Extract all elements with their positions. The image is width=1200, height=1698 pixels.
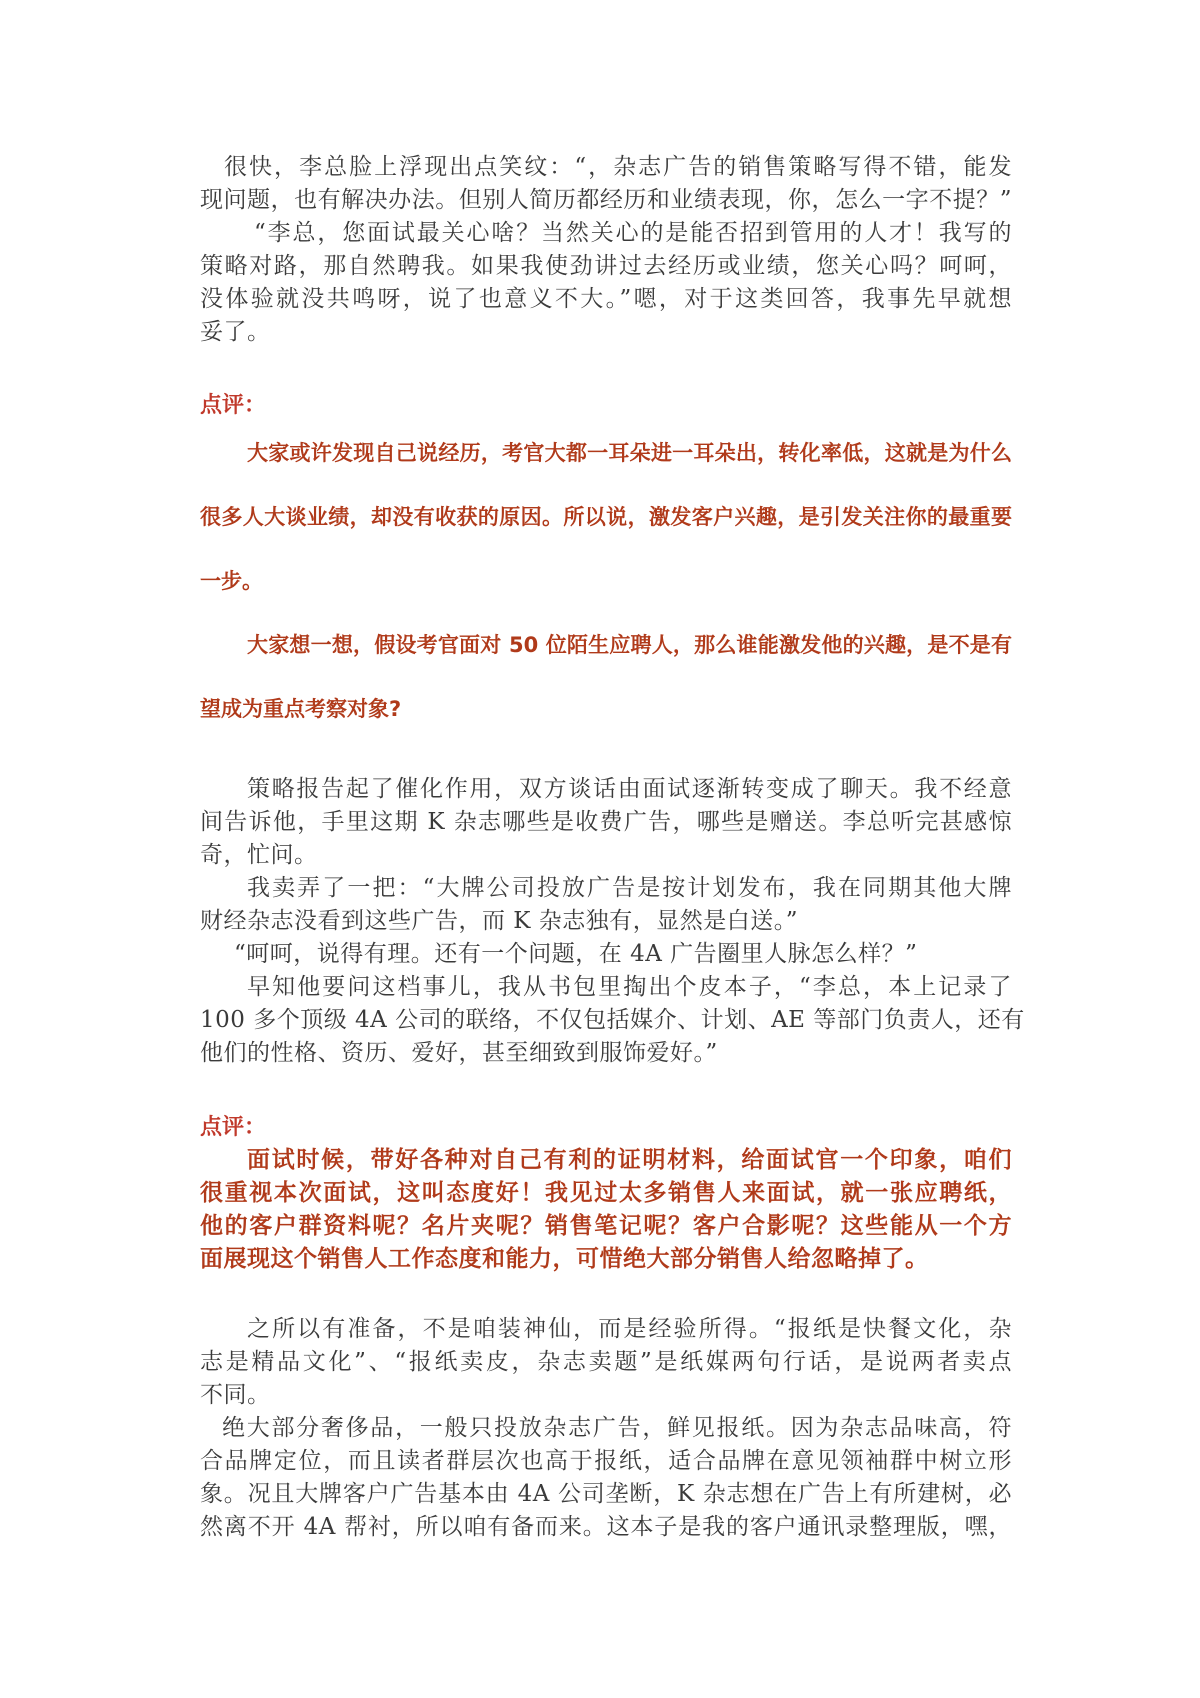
text-line: 他们的性格、资历、爱好，甚至细致到服饰爱好。”	[200, 1040, 718, 1066]
text-line: 绝大部分奢侈品，一般只投放杂志广告，鲜见报纸。因为杂志品味高，符	[222, 1415, 1012, 1441]
comment-line: 望成为重点考察对象?	[200, 697, 402, 721]
text-line: 财经杂志没看到这些广告，而 K 杂志独有，显然是白送。”	[200, 908, 799, 934]
comment-label: 点评：	[200, 393, 267, 418]
text-line: 策略报告起了催化作用，双方谈话由面试逐渐转变成了聊天。我不经意	[247, 776, 1012, 802]
text-line: 没体验就没共鸣呀，说了也意义不大。”嗯，对于这类回答，我事先早就想	[200, 286, 1012, 312]
comment-label: 点评：	[200, 1115, 267, 1140]
comment-line: 很多人大谈业绩，却没有收获的原因。所以说，激发客户兴趣，是引发关注你的最重要	[200, 505, 1012, 529]
comment-line: 大家或许发现自己说经历，考官大都一耳朵进一耳朵出，转化率低，这就是为什么	[247, 441, 1012, 465]
text-line: 不同。	[200, 1382, 271, 1408]
text-line: 然离不开 4A 帮衬，所以咱有备而来。这本子是我的客户通讯录整理版，嘿，	[200, 1514, 1012, 1540]
text-line: 象。况且大牌客户广告基本由 4A 公司垄断，K 杂志想在广告上有所建树，必	[200, 1481, 1012, 1507]
text-line: 奇，忙问。	[200, 842, 318, 868]
text-line: 100 多个顶级 4A 公司的联络，不仅包括媒介、计划、AE 等部门负责人，还有	[200, 1007, 1025, 1033]
text-line: “呵呵，说得有理。还有一个问题，在 4A 广告圈里人脉怎么样？”	[234, 941, 918, 967]
comment-line: 很重视本次面试，这叫态度好！我见过太多销售人来面试，就一张应聘纸，	[200, 1179, 1012, 1206]
text-line: “李总，您面试最关心啥？当然关心的是能否招到管用的人才！我写的	[254, 220, 1012, 246]
text-line: 我卖弄了一把：“大牌公司投放广告是按计划发布，我在同期其他大牌	[247, 875, 1012, 901]
comment-line: 面展现这个销售人工作态度和能力，可惜绝大部分销售人给忽略掉了。	[200, 1245, 929, 1272]
text-line: 间告诉他，手里这期 K 杂志哪些是收费广告，哪些是赠送。李总听完甚感惊	[200, 809, 1012, 835]
text-line: 早知他要问这档事儿，我从书包里掏出个皮本子，“李总，本上记录了	[247, 974, 1012, 1000]
text-line: 现问题，也有解决办法。但别人简历都经历和业绩表现，你，怎么一字不提？”	[200, 187, 1012, 213]
text-line: 妥了。	[200, 319, 271, 345]
text-line: 合品牌定位，而且读者群层次也高于报纸，适合品牌在意见领袖群中树立形	[200, 1448, 1012, 1474]
text-line: 志是精品文化”、“报纸卖皮，杂志卖题”是纸媒两句行话，是说两者卖点	[200, 1349, 1012, 1375]
comment-line: 大家想一想，假设考官面对 50 位陌生应聘人，那么谁能激发他的兴趣，是不是有	[247, 633, 1012, 657]
comment-line: 他的客户群资料呢？名片夹呢？销售笔记呢？客户合影呢？这些能从一个方	[200, 1212, 1012, 1239]
text-line: 之所以有准备，不是咱装神仙，而是经验所得。“报纸是快餐文化，杂	[247, 1316, 1012, 1342]
comment-line: 一步。	[200, 569, 263, 593]
text-line: 策略对路，那自然聘我。如果我使劲讲过去经历或业绩，您关心吗？呵呵，	[200, 253, 1012, 279]
comment-line: 面试时候，带好各种对自己有利的证明材料，给面试官一个印象，咱们	[247, 1146, 1012, 1173]
text-line: 很快，李总脸上浮现出点笑纹：“，杂志广告的销售策略写得不错，能发	[224, 154, 1012, 180]
